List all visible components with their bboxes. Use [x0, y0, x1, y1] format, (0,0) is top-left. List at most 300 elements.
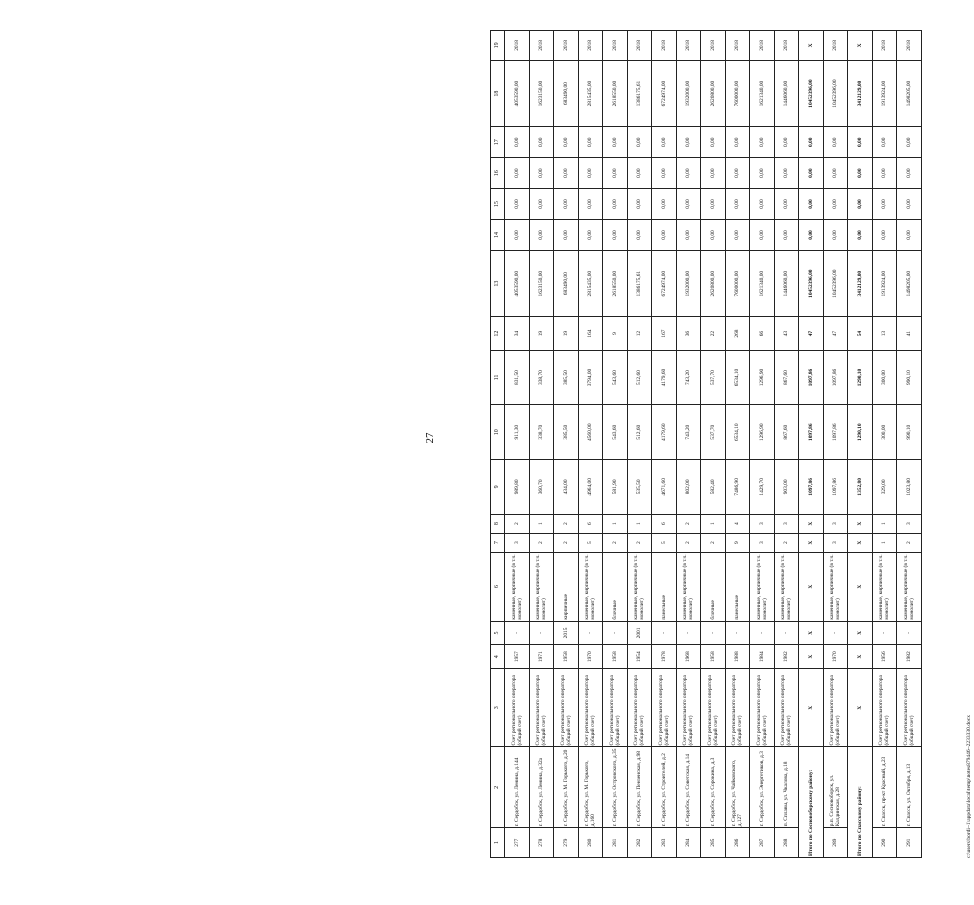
- total-cost: 1623150,00: [529, 250, 554, 317]
- total-cost: 4053590,00: [505, 250, 530, 317]
- cost-municipal: 0,00: [627, 158, 652, 189]
- resident-count: 66: [750, 317, 775, 350]
- address: г. Сердобск, ул. Чайковского, д.127: [725, 747, 750, 828]
- year-renovated: 2001: [627, 621, 652, 645]
- cost-owners: 0,00: [823, 127, 848, 158]
- cost-regional: 0,00: [529, 189, 554, 220]
- account-type: Счет регионального оператора (общий счет): [725, 669, 750, 747]
- table-row: [652, 31, 677, 858]
- table-row: [872, 31, 897, 858]
- residential-area: 543,60: [603, 350, 628, 405]
- year-built: 1978: [652, 645, 677, 669]
- floor-count: 3: [823, 533, 848, 552]
- table-row: [774, 31, 799, 858]
- account-type: Счет регионального оператора (общий счет): [505, 669, 530, 747]
- account-type: Счет регионального оператора (общий счет): [603, 669, 628, 747]
- table-row: [725, 31, 750, 858]
- year-built: X: [799, 645, 824, 669]
- total-area: 1097,86: [799, 460, 824, 515]
- total-cost: 1621340,00: [750, 250, 775, 317]
- resident-count: 43: [774, 317, 799, 350]
- total-area: 582,40: [701, 460, 726, 515]
- rotated-page-content: [490, 30, 974, 858]
- cost-municipal: 0,00: [652, 158, 677, 189]
- account-type: Счет регионального оператора (общий счет): [676, 669, 701, 747]
- year-built: 1988: [725, 645, 750, 669]
- cost-fund-total: 1913924,00: [872, 60, 897, 127]
- column-header: 9: [491, 460, 505, 515]
- year-built: 1970: [823, 645, 848, 669]
- residential-area: 338,70: [529, 350, 554, 405]
- total-area: 1023,80: [897, 460, 922, 515]
- table-row: [750, 31, 775, 858]
- entrance-count: 4: [725, 514, 750, 533]
- living-area: 1296,90: [750, 405, 775, 460]
- year-built: 1954: [627, 645, 652, 669]
- wall-material: каменные, кирпичные (в т.ч. монолит): [578, 552, 603, 621]
- cost-fund-total: 1932000,00: [676, 60, 701, 127]
- cost-owners: 0,00: [848, 127, 873, 158]
- entrance-count: 6: [578, 514, 603, 533]
- entrance-count: 1: [627, 514, 652, 533]
- table-row: [554, 31, 579, 858]
- year-renovated: -: [529, 621, 554, 645]
- year-renovated: -: [603, 621, 628, 645]
- housing-repair-table: [490, 30, 922, 858]
- living-area: 4560,00: [578, 405, 603, 460]
- cost-municipal: 0,00: [701, 158, 726, 189]
- account-type: Счет регионального оператора (общий счет): [774, 669, 799, 747]
- cost-regional: 0,00: [725, 189, 750, 220]
- planned-year: 2018: [701, 31, 726, 61]
- cost-fund-total: 10452396,00: [823, 60, 848, 127]
- floor-count: X: [848, 533, 873, 552]
- table-row: [505, 31, 530, 858]
- cost-municipal: 0,00: [897, 158, 922, 189]
- account-type: Счет регионального оператора (общий счет): [897, 669, 922, 747]
- column-header: 6: [491, 552, 505, 621]
- living-area: 512,60: [627, 405, 652, 460]
- cost-owners: 0,00: [505, 127, 530, 158]
- cost-fund-total: 2815435,00: [578, 60, 603, 127]
- cost-fund: 0,00: [823, 220, 848, 251]
- account-type: Счет регионального оператора (общий счет): [578, 669, 603, 747]
- year-built: 1958: [554, 645, 579, 669]
- planned-year: 2018: [603, 31, 628, 61]
- resident-count: 34: [505, 317, 530, 350]
- year-renovated: -: [872, 621, 897, 645]
- address: п. Сплавы, ул. Чкалова, д.18: [774, 747, 799, 828]
- cost-fund: 0,00: [725, 220, 750, 251]
- year-built: 1982: [774, 645, 799, 669]
- column-header: 5: [491, 621, 505, 645]
- cost-owners: 0,00: [554, 127, 579, 158]
- planned-year: 2018: [627, 31, 652, 61]
- cost-fund: 0,00: [872, 220, 897, 251]
- cost-regional: 0,00: [652, 189, 677, 220]
- year-renovated: 2015: [554, 621, 579, 645]
- wall-material: панельные: [725, 552, 750, 621]
- address: г. Сердобск, ул. Пензенская, д.98: [627, 747, 652, 828]
- living-area: 6534,10: [725, 405, 750, 460]
- cost-owners: 0,00: [578, 127, 603, 158]
- year-built: 1968: [676, 645, 701, 669]
- year-renovated: -: [897, 621, 922, 645]
- residential-area: 300,00: [872, 350, 897, 405]
- year-built: X: [848, 645, 873, 669]
- residential-area: 1290,10: [848, 350, 873, 405]
- cost-fund-total: 1498205,00: [897, 60, 922, 127]
- row-number: 287: [750, 828, 775, 858]
- row-number: 280: [578, 828, 603, 858]
- resident-count: 19: [529, 317, 554, 350]
- cost-municipal: 0,00: [799, 158, 824, 189]
- floor-count: 5: [652, 533, 677, 552]
- column-header: 14: [491, 220, 505, 251]
- resident-count: 22: [701, 317, 726, 350]
- entrance-count: X: [848, 514, 873, 533]
- column-header: 1: [491, 828, 505, 858]
- total-area: 434,00: [554, 460, 579, 515]
- table-body: [505, 31, 922, 858]
- total-cost: 1932000,00: [676, 250, 701, 317]
- cost-fund: 0,00: [554, 220, 579, 251]
- total-cost: 1446060,00: [774, 250, 799, 317]
- entrance-count: 2: [554, 514, 579, 533]
- account-type: Счет регионального оператора (общий счет): [750, 669, 775, 747]
- total-area: 1429,70: [750, 460, 775, 515]
- address: г. Сердобск, ул. Ленина, д.32а: [529, 747, 554, 828]
- cost-fund: 0,00: [578, 220, 603, 251]
- row-number: 283: [652, 828, 677, 858]
- planned-year: 2018: [872, 31, 897, 61]
- column-header: 13: [491, 250, 505, 317]
- entrance-count: 3: [750, 514, 775, 533]
- address: г. Спасск, пр-кт Красный, д.23: [872, 747, 897, 828]
- column-header: 8: [491, 514, 505, 533]
- row-number: 290: [872, 828, 897, 858]
- living-area: 1097,86: [799, 405, 824, 460]
- cost-fund-total: 1621340,00: [750, 60, 775, 127]
- cost-municipal: 0,00: [823, 158, 848, 189]
- cost-municipal: 0,00: [750, 158, 775, 189]
- residential-area: 1097,86: [799, 350, 824, 405]
- cost-regional: 0,00: [848, 189, 873, 220]
- column-header: 3: [491, 669, 505, 747]
- entrance-count: X: [799, 514, 824, 533]
- account-type: Счет регионального оператора (общий счет): [627, 669, 652, 747]
- cost-owners: 0,00: [676, 127, 701, 158]
- planned-year: 2018: [554, 31, 579, 61]
- resident-count: 12: [627, 317, 652, 350]
- cost-owners: 0,00: [701, 127, 726, 158]
- cost-regional: 0,00: [627, 189, 652, 220]
- cost-fund: 0,00: [701, 220, 726, 251]
- living-area: 4179,60: [652, 405, 677, 460]
- row-number: 281: [603, 828, 628, 858]
- year-built: 1970: [578, 645, 603, 669]
- cost-owners: 0,00: [627, 127, 652, 158]
- entrance-count: 1: [603, 514, 628, 533]
- cost-fund-total: 1446060,00: [774, 60, 799, 127]
- cost-owners: 0,00: [652, 127, 677, 158]
- total-cost: 6724974,00: [652, 250, 677, 317]
- wall-material: каменные, кирпичные (в т.ч. монолит): [627, 552, 652, 621]
- resident-count: 167: [652, 317, 677, 350]
- account-type: Счет регионального оператора (общий счет): [701, 669, 726, 747]
- total-area: 535,50: [627, 460, 652, 515]
- floor-count: 2: [774, 533, 799, 552]
- column-header: 19: [491, 31, 505, 61]
- year-renovated: -: [676, 621, 701, 645]
- cost-municipal: 0,00: [774, 158, 799, 189]
- year-renovated: -: [823, 621, 848, 645]
- account-type: Счет регионального оператора (общий счет): [823, 669, 848, 747]
- row-number: 279: [554, 828, 579, 858]
- wall-material: каменные, кирпичные (в т.ч. монолит): [750, 552, 775, 621]
- entrance-count: 1: [529, 514, 554, 533]
- wall-material: кирпичные: [554, 552, 579, 621]
- resident-count: 36: [676, 317, 701, 350]
- table-row: [627, 31, 652, 858]
- residential-area: 1097,86: [823, 350, 848, 405]
- residential-area: 990,10: [897, 350, 922, 405]
- column-header: 17: [491, 127, 505, 158]
- year-renovated: -: [750, 621, 775, 645]
- row-number: 288: [774, 828, 799, 858]
- year-renovated: X: [848, 621, 873, 645]
- cost-fund: 0,00: [676, 220, 701, 251]
- cost-fund: 0,00: [529, 220, 554, 251]
- year-built: 1982: [897, 645, 922, 669]
- column-header: 2: [491, 747, 505, 828]
- cost-regional: 0,00: [897, 189, 922, 220]
- cost-municipal: 0,00: [578, 158, 603, 189]
- living-area: 911,30: [505, 405, 530, 460]
- row-number: 278: [529, 828, 554, 858]
- total-label: Итого по Сосновоборскому району:: [799, 747, 824, 858]
- cost-municipal: 0,00: [554, 158, 579, 189]
- total-cost: 7600000,00: [725, 250, 750, 317]
- floor-count: 3: [750, 533, 775, 552]
- page-number: 27: [424, 432, 436, 444]
- cost-municipal: 0,00: [676, 158, 701, 189]
- table-row: [823, 31, 848, 858]
- floor-count: 5: [578, 533, 603, 552]
- table-row: [529, 31, 554, 858]
- row-number: 277: [505, 828, 530, 858]
- living-area: 867,60: [774, 405, 799, 460]
- floor-count: 3: [505, 533, 530, 552]
- address: г. Сердобск, ул. Строителей, д.2: [652, 747, 677, 828]
- row-number: 285: [701, 828, 726, 858]
- total-area: 4671,60: [652, 460, 677, 515]
- resident-count: 268: [725, 317, 750, 350]
- district-total-row: [848, 31, 873, 858]
- address: г. Спасск, ул. Октября, д.13: [897, 747, 922, 828]
- table-row: [578, 31, 603, 858]
- address: р.п. Сосновоборск, ул. Калдинская, д.28: [823, 747, 848, 828]
- wall-material: блочные: [701, 552, 726, 621]
- wall-material: панельные: [652, 552, 677, 621]
- total-area: 989,80: [505, 460, 530, 515]
- planned-year: 2018: [774, 31, 799, 61]
- living-area: 300,00: [872, 405, 897, 460]
- wall-material: X: [799, 552, 824, 621]
- row-number: 282: [627, 828, 652, 858]
- table-row: [676, 31, 701, 858]
- cost-regional: 0,00: [505, 189, 530, 220]
- entrance-count: 3: [774, 514, 799, 533]
- wall-material: каменные, кирпичные (в т.ч. монолит): [897, 552, 922, 621]
- floor-count: 1: [872, 533, 897, 552]
- cost-fund-total: 683490,00: [554, 60, 579, 127]
- floor-count: 2: [701, 533, 726, 552]
- entrance-count: 3: [897, 514, 922, 533]
- cost-regional: 0,00: [823, 189, 848, 220]
- year-renovated: -: [725, 621, 750, 645]
- total-area: 7486,90: [725, 460, 750, 515]
- entrance-count: 2: [505, 514, 530, 533]
- residential-area: 743,20: [676, 350, 701, 405]
- floor-count: 2: [554, 533, 579, 552]
- year-built: 1971: [529, 645, 554, 669]
- year-built: 1958: [603, 645, 628, 669]
- living-area: 385,50: [554, 405, 579, 460]
- year-built: 1956: [872, 645, 897, 669]
- address: г. Сердобск, ул. М. Горького, д.160: [578, 747, 603, 828]
- entrance-count: 3: [823, 514, 848, 533]
- account-type: X: [848, 669, 873, 747]
- cost-regional: 0,00: [603, 189, 628, 220]
- living-area: 743,20: [676, 405, 701, 460]
- planned-year: 2018: [578, 31, 603, 61]
- column-number-header: [491, 31, 505, 858]
- total-area: 360,70: [529, 460, 554, 515]
- living-area: 543,60: [603, 405, 628, 460]
- cost-fund: 0,00: [750, 220, 775, 251]
- cost-fund: 0,00: [603, 220, 628, 251]
- cost-fund-total: 10452396,00: [799, 60, 824, 127]
- address: г. Сердобск, ул. Советская, д.14: [676, 747, 701, 828]
- cost-municipal: 0,00: [725, 158, 750, 189]
- residential-area: 831,50: [505, 350, 530, 405]
- row-number: 284: [676, 828, 701, 858]
- planned-year: 2018: [897, 31, 922, 61]
- living-area: 990,10: [897, 405, 922, 460]
- floor-count: 2: [603, 533, 628, 552]
- resident-count: 47: [823, 317, 848, 350]
- living-area: 1097,86: [823, 405, 848, 460]
- cost-owners: 0,00: [774, 127, 799, 158]
- column-header: 4: [491, 645, 505, 669]
- cost-fund-total: 1623150,00: [529, 60, 554, 127]
- year-renovated: -: [578, 621, 603, 645]
- cost-fund-total: 2620800,00: [701, 60, 726, 127]
- total-area: 1097,86: [823, 460, 848, 515]
- wall-material: каменные, кирпичные (в т.ч. монолит): [529, 552, 554, 621]
- planned-year: X: [799, 31, 824, 61]
- residential-area: 867,60: [774, 350, 799, 405]
- residential-area: 6534,10: [725, 350, 750, 405]
- residential-area: 1296,90: [750, 350, 775, 405]
- wall-material: X: [848, 552, 873, 621]
- cost-municipal: 0,00: [848, 158, 873, 189]
- total-cost: 2620800,00: [701, 250, 726, 317]
- total-cost: 1498205,00: [897, 250, 922, 317]
- total-area: 329,00: [872, 460, 897, 515]
- floor-count: 2: [627, 533, 652, 552]
- floor-count: 2: [529, 533, 554, 552]
- wall-material: каменные, кирпичные (в т.ч. монолит): [823, 552, 848, 621]
- planned-year: X: [848, 31, 873, 61]
- wall-material: каменные, кирпичные (в т.ч. монолит): [872, 552, 897, 621]
- cost-regional: 0,00: [676, 189, 701, 220]
- floor-count: 2: [897, 533, 922, 552]
- row-number: 291: [897, 828, 922, 858]
- address: г. Сердобск, ул. Островского, д.35: [603, 747, 628, 828]
- account-type: Счет регионального оператора (общий счет): [872, 669, 897, 747]
- planned-year: 2018: [823, 31, 848, 61]
- cost-fund-total: 4053590,00: [505, 60, 530, 127]
- resident-count: 164: [578, 317, 603, 350]
- cost-owners: 0,00: [603, 127, 628, 158]
- table-row: [897, 31, 922, 858]
- account-type: Счет регионального оператора (общий счет): [554, 669, 579, 747]
- column-header: 10: [491, 405, 505, 460]
- year-renovated: -: [774, 621, 799, 645]
- wall-material: каменные, кирпичные (в т.ч. монолит): [774, 552, 799, 621]
- row-number: 289: [823, 828, 848, 858]
- floor-count: 9: [725, 533, 750, 552]
- cost-fund-total: 1386175,61: [627, 60, 652, 127]
- cost-municipal: 0,00: [529, 158, 554, 189]
- cost-fund-total: 6724974,00: [652, 60, 677, 127]
- total-cost: 683490,00: [554, 250, 579, 317]
- resident-count: 41: [897, 317, 922, 350]
- file-path-footer: c:\users\bordi~1\appdata\local\temp\notes879446~2233330.docx: [966, 715, 972, 858]
- cost-regional: 0,00: [872, 189, 897, 220]
- floor-count: 2: [676, 533, 701, 552]
- residential-area: 385,50: [554, 350, 579, 405]
- cost-owners: 0,00: [897, 127, 922, 158]
- wall-material: каменные, кирпичные (в т.ч. монолит): [505, 552, 530, 621]
- column-header: 12: [491, 317, 505, 350]
- cost-fund-total: 3412129,00: [848, 60, 873, 127]
- residential-area: 512,60: [627, 350, 652, 405]
- residential-area: 3794,00: [578, 350, 603, 405]
- year-renovated: -: [652, 621, 677, 645]
- total-area: 581,90: [603, 460, 628, 515]
- district-total-row: [799, 31, 824, 858]
- cost-regional: 0,00: [554, 189, 579, 220]
- cost-fund-total: 7600000,00: [725, 60, 750, 127]
- cost-fund: 0,00: [848, 220, 873, 251]
- total-cost: 2815435,00: [578, 250, 603, 317]
- total-area: 802,00: [676, 460, 701, 515]
- year-renovated: -: [701, 621, 726, 645]
- entrance-count: 2: [676, 514, 701, 533]
- cost-regional: 0,00: [799, 189, 824, 220]
- cost-owners: 0,00: [872, 127, 897, 158]
- planned-year: 2018: [676, 31, 701, 61]
- total-label: Итого по Спасскому району:: [848, 747, 873, 858]
- cost-fund-total: 2618550,00: [603, 60, 628, 127]
- resident-count: 9: [603, 317, 628, 350]
- cost-regional: 0,00: [701, 189, 726, 220]
- cost-owners: 0,00: [799, 127, 824, 158]
- planned-year: 2018: [652, 31, 677, 61]
